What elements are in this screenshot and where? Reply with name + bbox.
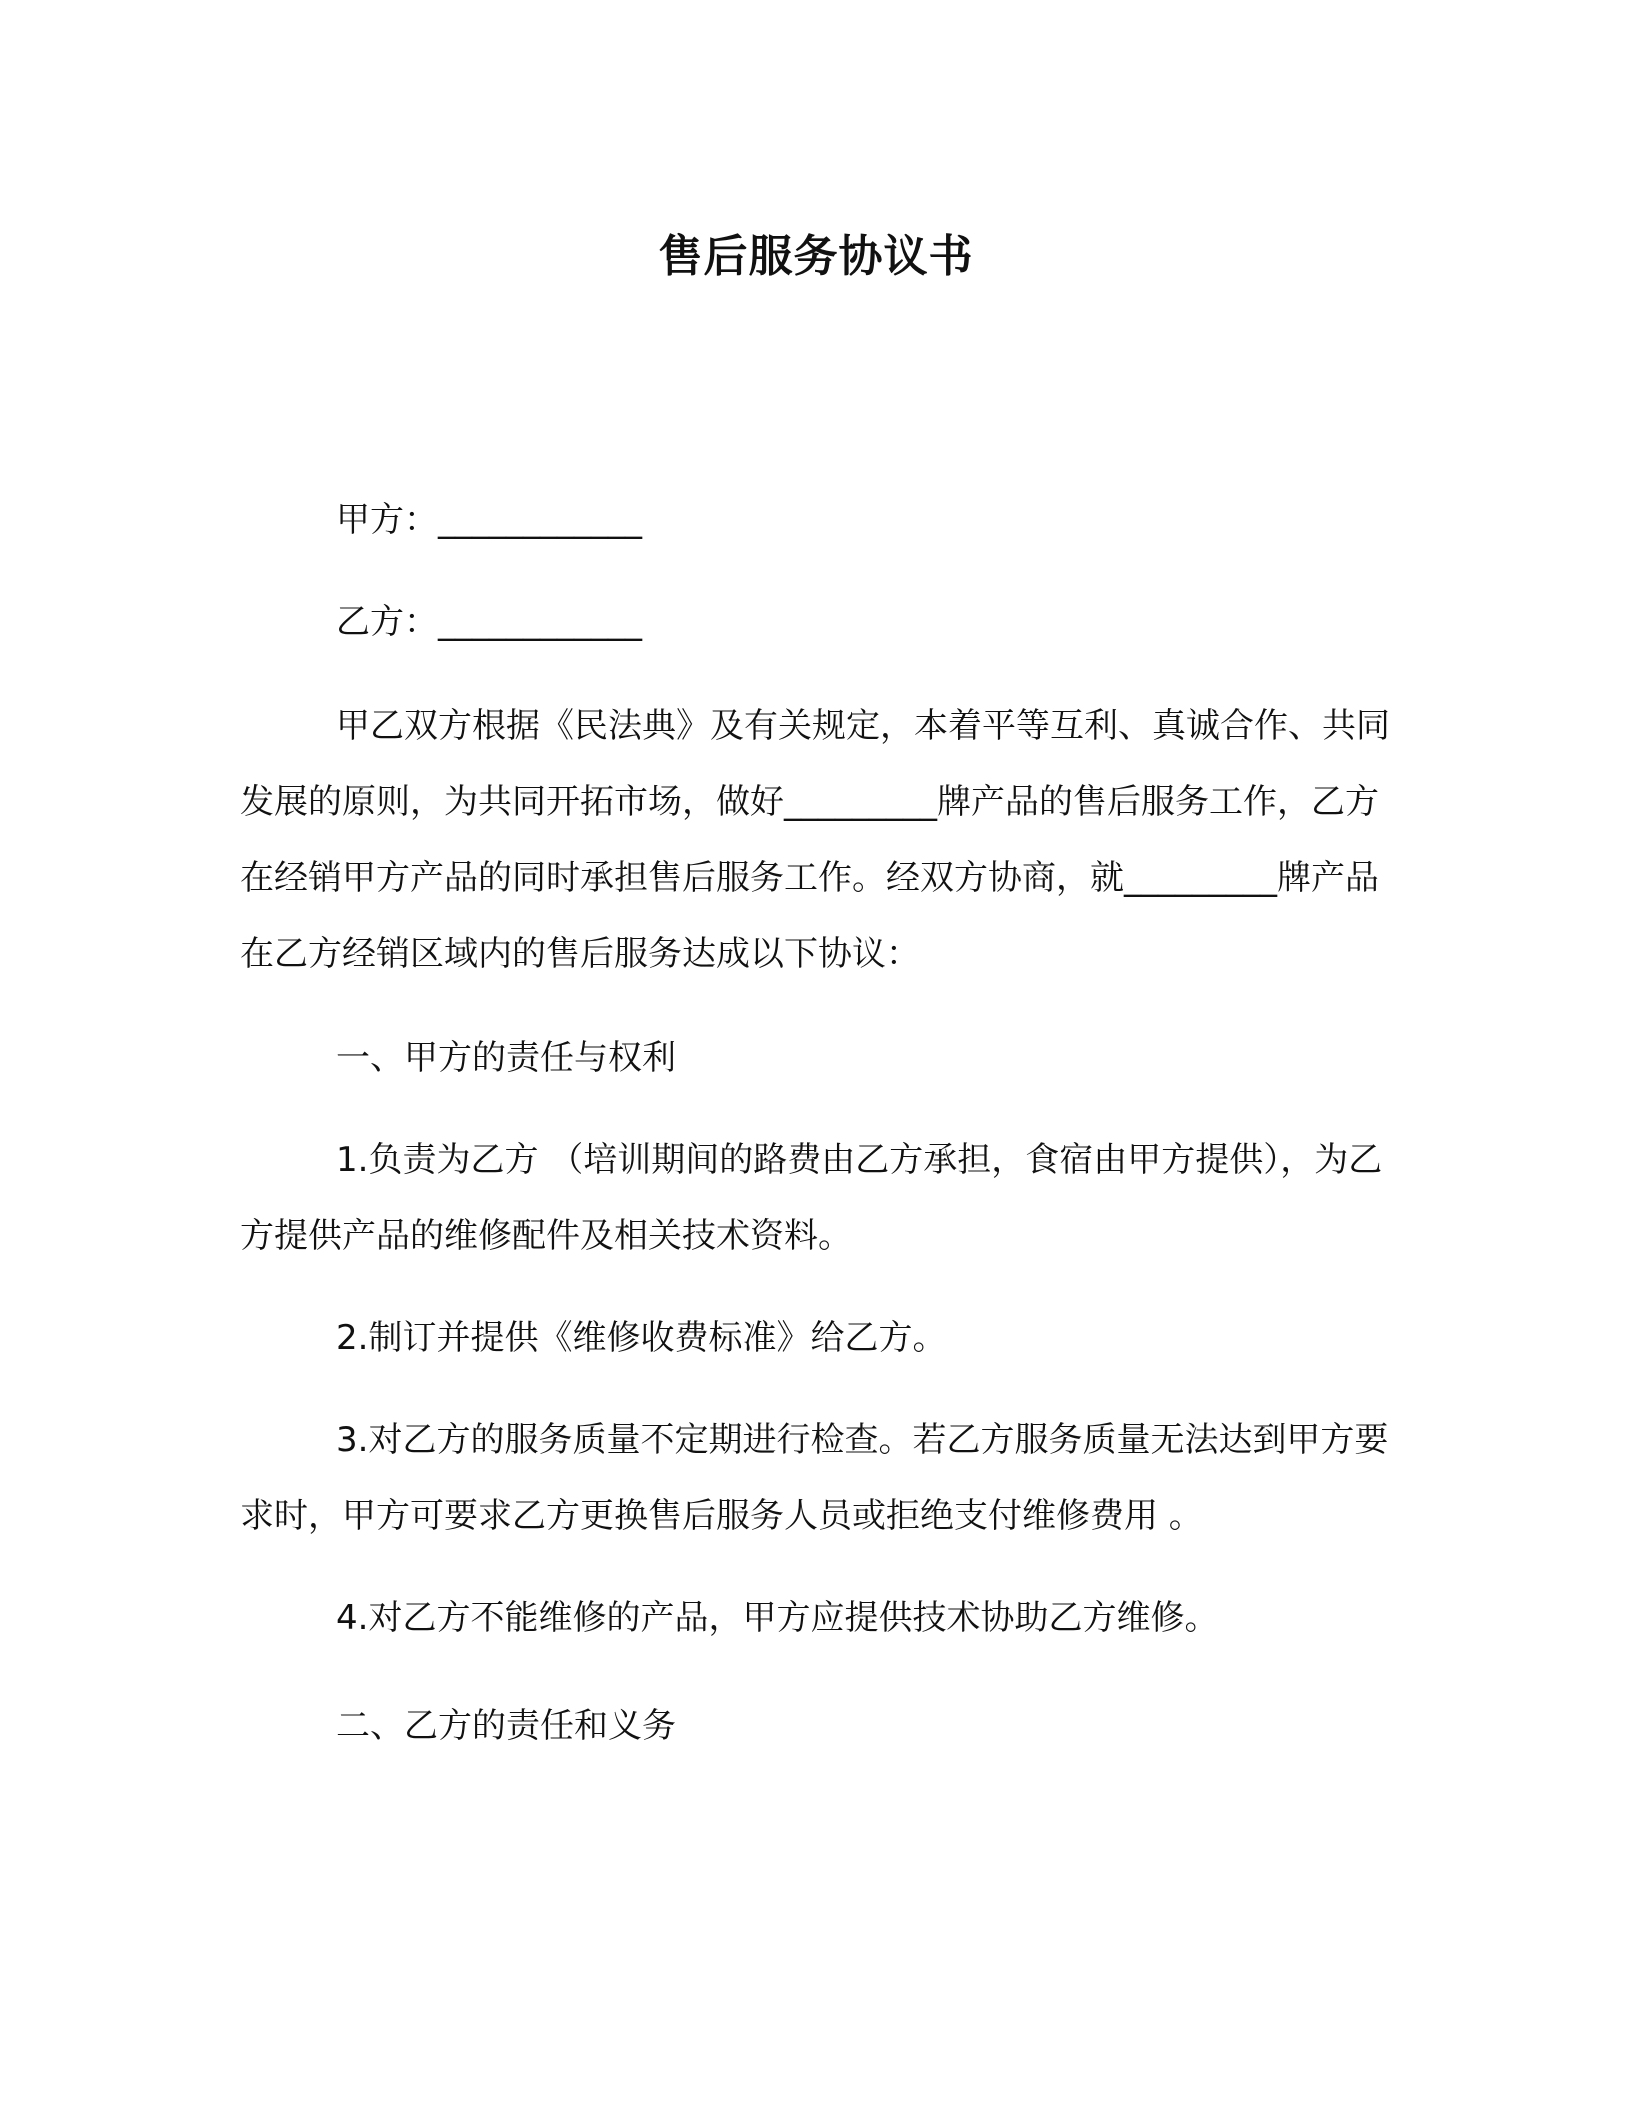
party-b-line: 乙方：____________ bbox=[336, 602, 642, 642]
document-title: 售后服务协议书 bbox=[658, 231, 974, 282]
intro-paragraph: 甲乙双方根据《民法典》及有关规定，本着平等互利、真诚合作、共同发展的原则，为共同开拓市场，做好_________牌产品的售后服务工作，乙方在经销甲方产品的同时承担售后服务工作。经双方协商，就_________牌产品在乙方经销区域内的售后服务达成以下协议： bbox=[240, 706, 1390, 974]
section-1-heading: 一、甲方的责任与权利 bbox=[336, 1038, 676, 1078]
section-2-heading: 二、乙方的责任和义务 bbox=[336, 1706, 676, 1746]
section-1-item-4: 4.对乙方不能维修的产品，甲方应提供技术协助乙方维修。 bbox=[336, 1598, 1219, 1638]
section-1-item-3: 3.对乙方的服务质量不定期进行检查。若乙方服务质量无法达到甲方要求时，甲方可要求乙方更换售后服务人员或拒绝支付维修费用 。 bbox=[240, 1420, 1389, 1536]
section-1-item-2: 2.制订并提供《维修收费标准》给乙方。 bbox=[336, 1318, 947, 1358]
party-a-line: 甲方：____________ bbox=[336, 500, 642, 540]
section-1-item-1: 1.负责为乙方 （培训期间的路费由乙方承担，食宿由甲方提供），为乙方提供产品的维修配件及相关技术资料。 bbox=[240, 1140, 1383, 1256]
